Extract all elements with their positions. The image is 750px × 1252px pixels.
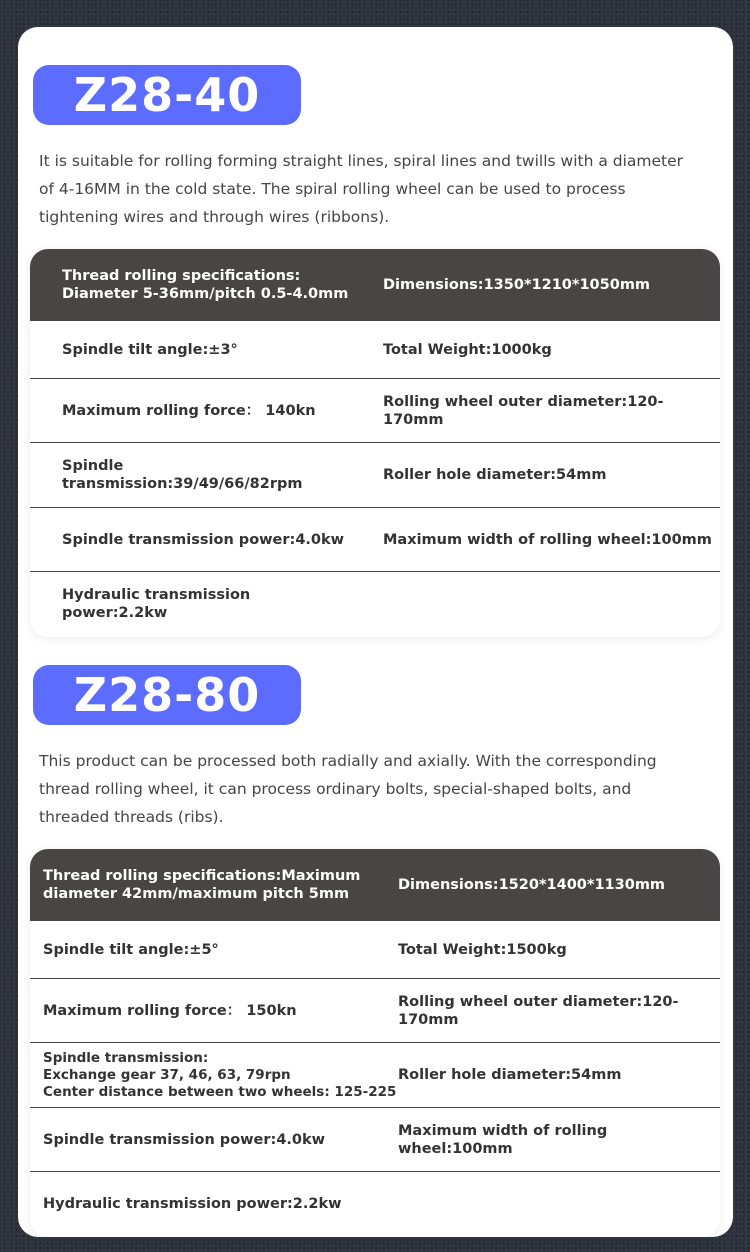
- model-title-badge: Z28-80: [33, 665, 301, 725]
- spec-cell-left: Spindle transmission: Exchange gear 37, 46, 63, 79rpn Center distance between two wheels: 125-225: [43, 1049, 397, 1100]
- spec-cell-right: Roller hole diameter:54mm: [383, 467, 607, 483]
- product-spec-card: [18, 27, 733, 1237]
- spec-table-row: [30, 1043, 720, 1108]
- spec-cell-left: Spindle transmission power:4.0kw: [43, 1131, 326, 1148]
- spec-cell-right: Dimensions:1520*1400*1130mm: [398, 877, 666, 893]
- spec-cell-right: Roller hole diameter:54mm: [398, 1067, 622, 1083]
- spec-cell-right: Rolling wheel outer diameter:120-170mm: [398, 993, 679, 1028]
- spec-cell-right: Total Weight:1500kg: [398, 941, 567, 958]
- spec-cell-left: Spindle tilt angle:±3°: [62, 341, 238, 358]
- model-section-z28-40: [18, 27, 733, 637]
- spec-cell-left: Hydraulic transmission power:2.2kw: [62, 587, 251, 621]
- spec-table-header-row: [30, 249, 720, 321]
- spec-cell-left: Maximum rolling force： 140kn: [62, 402, 316, 419]
- model-section-z28-80: [18, 627, 733, 1237]
- spec-table-row: [30, 443, 720, 508]
- spec-table-row: [30, 1108, 720, 1172]
- spec-cell-right: Dimensions:1350*1210*1050mm: [383, 277, 651, 293]
- spec-table: [30, 849, 720, 1237]
- spec-cell-left: Hydraulic transmission power:2.2kw: [43, 1196, 342, 1212]
- spec-cell-left: Spindle tilt angle:±5°: [43, 941, 219, 958]
- spec-table-header-row: [30, 849, 720, 921]
- spec-cell-left: Maximum rolling force： 150kn: [43, 1002, 297, 1019]
- model-description: This product can be processed both radially and axially. With the corresponding thread rolling wheel, it can process ordinary bolts, special-shaped bolts, and threaded threads (ribs).: [39, 752, 657, 826]
- spec-table-row: [30, 321, 720, 379]
- spec-cell-left: Spindle transmission:39/49/66/82rpm: [62, 458, 303, 492]
- model-title-badge: Z28-40: [33, 65, 301, 125]
- model-description: It is suitable for rolling forming straight lines, spiral lines and twills with a diameter of 4-16MM in the cold state. The spiral rolling wheel can be used to process tightening wires and through wires (ribbons).: [39, 152, 684, 226]
- spec-cell-left: Thread rolling specifications: Diameter 5-36mm/pitch 0.5-4.0mm: [62, 268, 349, 302]
- spec-cell-left: Spindle transmission power:4.0kw: [62, 531, 345, 548]
- spec-table-row: [30, 508, 720, 572]
- spec-table-row: [30, 379, 720, 443]
- spec-cell-right: Maximum width of rolling wheel:100mm: [383, 531, 712, 548]
- spec-cell-right: Rolling wheel outer diameter:120-170mm: [383, 393, 664, 428]
- spec-cell-right: Maximum width of rolling wheel:100mm: [398, 1122, 608, 1157]
- spec-cell-right: Total Weight:1000kg: [383, 341, 552, 358]
- spec-table: [30, 249, 720, 637]
- spec-table-row: [30, 1172, 720, 1236]
- spec-cell-left: Thread rolling specifications:Maximum diameter 42mm/maximum pitch 5mm: [43, 868, 361, 902]
- spec-table-row: [30, 921, 720, 979]
- spec-table-row: [30, 979, 720, 1043]
